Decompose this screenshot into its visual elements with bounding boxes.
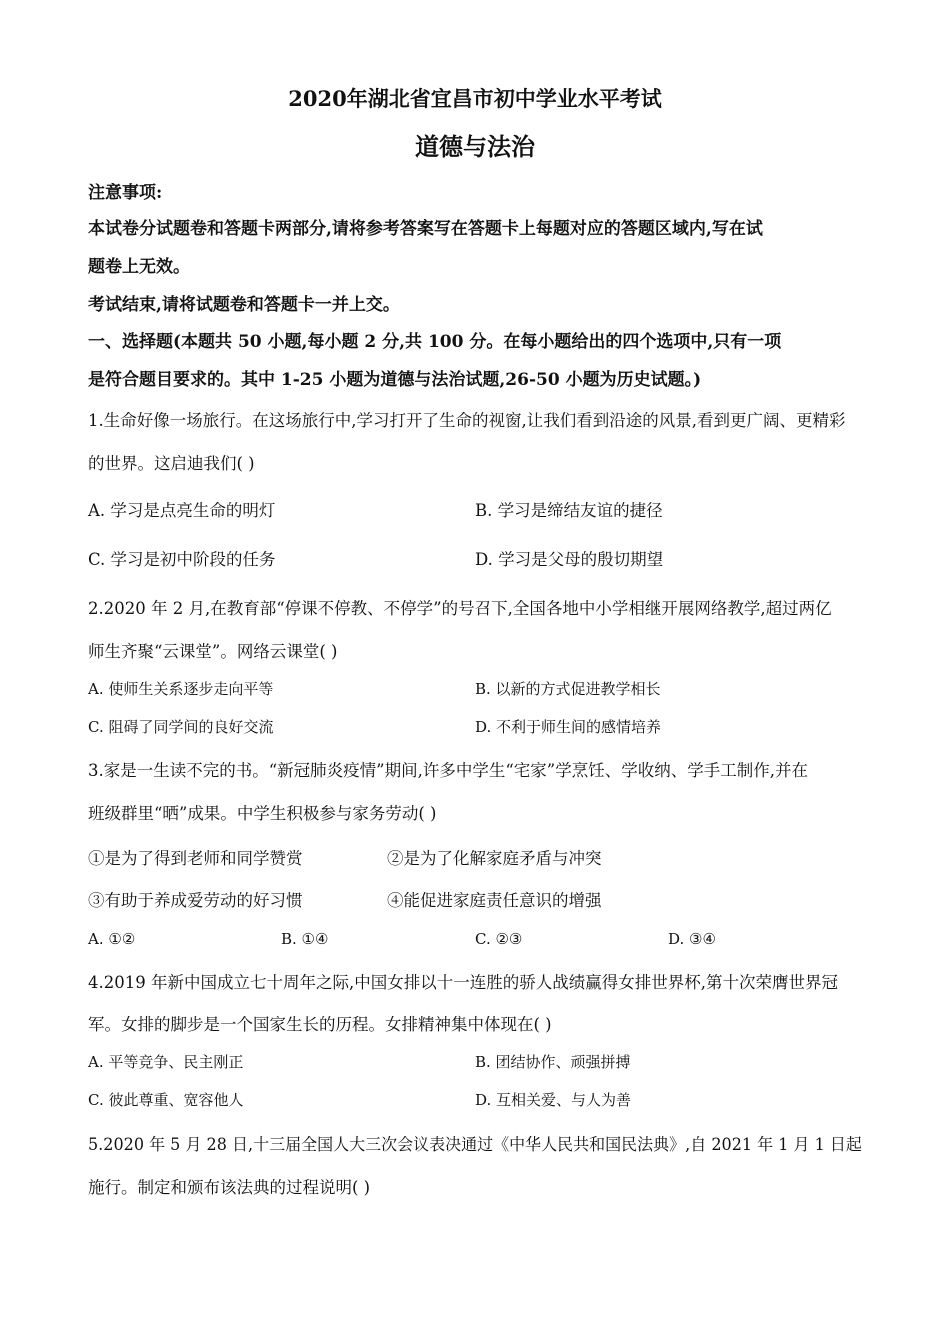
option-a: A. 使师生关系逐步走向平等 xyxy=(88,680,274,698)
question-stem: 1.生命好像一场旅行。在这场旅行中,学习打开了生命的视窗,让我们看到沿途的风景,看到更广阔、更精彩 xyxy=(88,411,846,430)
question-stem: 施行。制定和颁布该法典的过程说明( ) xyxy=(88,1178,371,1197)
statement-1: ①是为了得到老师和同学赞赏 xyxy=(88,849,303,868)
statement-2: ②是为了化解家庭矛盾与冲突 xyxy=(387,849,602,868)
option-c: C. 阻碍了同学间的良好交流 xyxy=(88,718,274,736)
option-b: B. 以新的方式促进教学相长 xyxy=(475,680,661,698)
option-c: C. ②③ xyxy=(475,930,523,948)
question-stem: 2.2020 年 2 月,在教育部“停课不停教、不停学”的号召下,全国各地中小学相继开展网络教学,超过两亿 xyxy=(88,599,832,618)
notes-line: 考试结束,请将试题卷和答题卡一并上交。 xyxy=(88,295,400,315)
option-d: D. ③④ xyxy=(668,930,716,948)
question-stem: 3.家是一生读不完的书。“新冠肺炎疫情”期间,许多中学生“宅家”学烹饪、学收纳、学手工制作,并在 xyxy=(88,761,808,780)
subject-title: 道德与法治 xyxy=(415,132,535,161)
notes-heading: 注意事项: xyxy=(88,183,163,203)
option-a: A. 学习是点亮生命的明灯 xyxy=(88,501,276,520)
section-heading: 是符合题目要求的。其中 1-25 小题为道德与法治试题,26-50 小题为历史试题。) xyxy=(88,370,702,390)
exam-title: 2020年湖北省宜昌市初中学业水平考试 xyxy=(288,86,662,111)
option-a: A. 平等竞争、民主刚正 xyxy=(88,1053,244,1071)
question-stem: 的世界。这启迪我们( ) xyxy=(88,454,255,473)
option-b: B. 学习是缔结友谊的捷径 xyxy=(475,501,663,520)
option-b: B. ①④ xyxy=(281,930,329,948)
question-stem: 师生齐聚“云课堂”。网络云课堂( ) xyxy=(88,642,338,661)
question-stem: 5.2020 年 5 月 28 日,十三届全国人大三次会议表决通过《中华人民共和国民法典》,自 2021 年 1 月 1 日起 xyxy=(88,1135,862,1154)
statement-4: ④能促进家庭责任意识的增强 xyxy=(387,891,602,910)
option-a: A. ①② xyxy=(88,930,136,948)
question-stem: 4.2019 年新中国成立七十周年之际,中国女排以十一连胜的骄人战绩赢得女排世界杯,第十次荣膺世界冠 xyxy=(88,973,838,992)
option-d: D. 互相关爱、与人为善 xyxy=(475,1091,632,1109)
section-heading: 一、选择题(本题共 50 小题,每小题 2 分,共 100 分。在每小题给出的四个选项中,只有一项 xyxy=(88,332,782,352)
notes-line: 题卷上无效。 xyxy=(88,257,190,277)
option-c: C. 学习是初中阶段的任务 xyxy=(88,550,276,569)
option-d: D. 学习是父母的殷切期望 xyxy=(475,550,664,569)
option-c: C. 彼此尊重、宽容他人 xyxy=(88,1091,244,1109)
statement-3: ③有助于养成爱劳动的好习惯 xyxy=(88,891,303,910)
option-d: D. 不利于师生间的感情培养 xyxy=(475,718,662,736)
question-stem: 军。女排的脚步是一个国家生长的历程。女排精神集中体现在( ) xyxy=(88,1015,552,1034)
question-stem: 班级群里“晒”成果。中学生积极参与家务劳动( ) xyxy=(88,804,437,823)
notes-line: 本试卷分试题卷和答题卡两部分,请将参考答案写在答题卡上每题对应的答题区域内,写在试 xyxy=(88,219,763,239)
option-b: B. 团结协作、顽强拼搏 xyxy=(475,1053,631,1071)
